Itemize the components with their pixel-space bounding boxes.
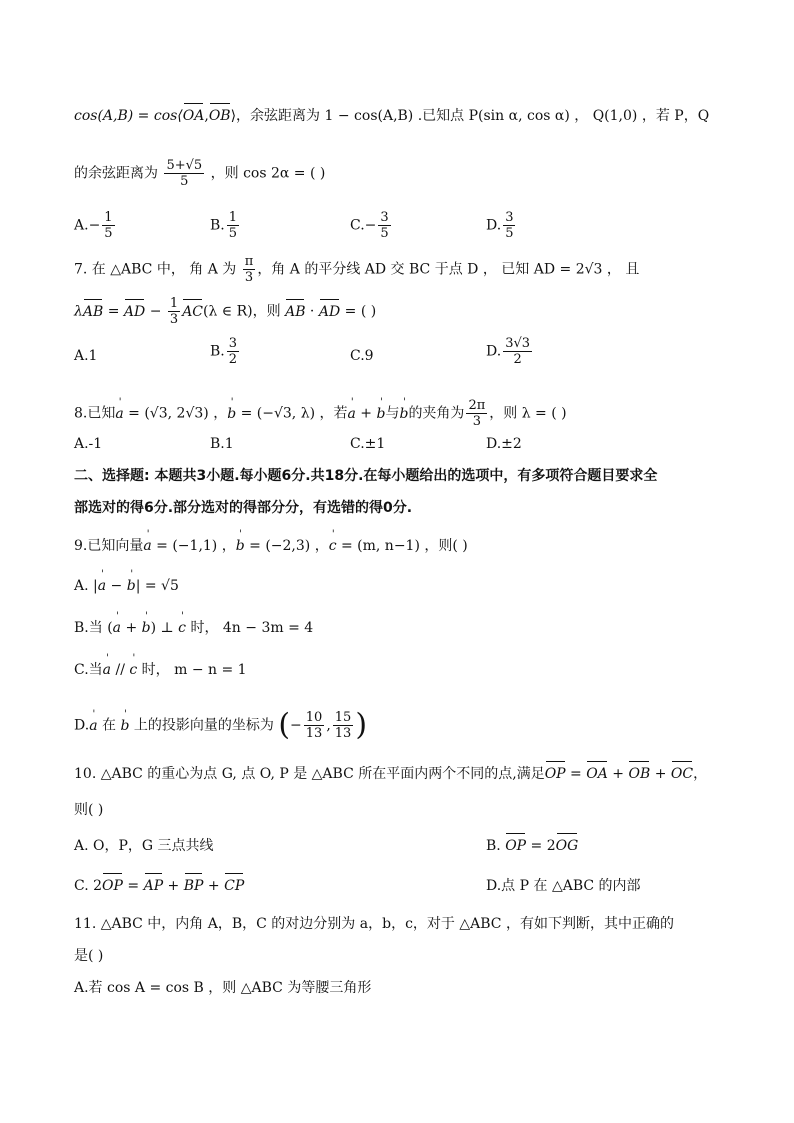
cos-distance-text: ⟩，余弦距离为 1 − cos(A,B) .已知点 P(sin α, cos α) ， Q(1,0) ，若 P，Q	[230, 108, 710, 124]
fraction: $\frac{5+√5}{5}$	[166, 158, 203, 189]
q8-option-d[interactable]: D.±2	[486, 436, 522, 452]
q6-option-c[interactable]: C.− $\frac{3}{5}$	[350, 210, 389, 241]
q10-option-b[interactable]: B. OP = 2OG	[486, 838, 579, 854]
vector-a: ' a	[348, 404, 356, 424]
q10-option-c[interactable]: C. 2OP = AP + BP + CP	[74, 878, 245, 894]
cos-def-text: cos(A,B) = cos⟨	[74, 108, 183, 124]
q9-option-c[interactable]: C.当' a // ' c 时， m − n = 1	[74, 660, 247, 680]
q9-stem: 9.已知向量' a = (−1,1) ，' b = (−2,3) ，' c = (m, n−1) ，则( )	[74, 536, 468, 556]
vector-ad: AD	[123, 303, 146, 320]
q6-stem-line2: 的余弦距离为 $\frac{5+√5}{5}$ ，则 cos 2α = ( )	[74, 158, 326, 189]
q10-option-d[interactable]: D.点 P 在 △ABC 的内部	[486, 878, 641, 894]
q9-option-d[interactable]: D.' a 在 ' b 上的投影向量的坐标为 (− $\frac{10}{13}$ , $\frac{15}{13}$ )	[74, 710, 367, 741]
vector-a: ' a	[115, 404, 123, 424]
q9-option-b[interactable]: B.当 (' a + ' b) ⊥ ' c 时， 4n − 3m = 4	[74, 618, 313, 638]
vector-oa: OA	[182, 108, 205, 124]
vector-ob: OB	[208, 108, 231, 124]
q11-option-a[interactable]: A.若 cos A = cos B ，则 △ABC 为等腰三角形	[74, 980, 372, 996]
q10-stem-line2: 则( )	[74, 802, 104, 818]
q7-option-d[interactable]: D. $\frac{3√3}{2}$	[486, 336, 531, 367]
q11-stem-line1: 11. △ABC 中，内角 A，B，C 的对边分别为 a，b，c，对于 △ABC ，有如下判断，其中正确的	[74, 916, 674, 932]
q7-option-c[interactable]: C.9	[350, 348, 374, 364]
q7-option-b[interactable]: B. $\frac{3}{2}$	[210, 336, 238, 367]
q7-stem-line1: 7. 在 △ABC 中， 角 A 为 $\frac{\pi}{3}$ ，角 A 的平分线 AD 交 BC 于点 D ， 已知 AD = 2√3 ， 且	[74, 254, 640, 285]
q7-option-a[interactable]: A.1	[74, 348, 98, 364]
q11-stem-line2: 是( )	[74, 948, 104, 964]
q8-option-b[interactable]: B.1	[210, 436, 234, 452]
q6-stem-line1: cos(A,B) = cos⟨OA,OB⟩，余弦距离为 1 − cos(A,B) .已知点 P(sin α, cos α) ， Q(1,0) ，若 P，Q	[74, 108, 710, 124]
q10-option-a[interactable]: A. O，P，G 三点共线	[74, 838, 214, 854]
vector-b: ' b	[227, 404, 236, 424]
vector-ab: AB	[82, 303, 104, 320]
vector-ac: AC	[182, 303, 204, 320]
vector-b: ' b	[399, 404, 408, 424]
section-2-heading-line1: 二、选择题: 本题共3小题.每小题6分.共18分.在每小题给出的选项中，有多项符合题目要求全	[74, 468, 658, 484]
vector-b: ' b	[377, 404, 386, 424]
q7-stem-line2: λAB = AD − $\frac{1}{3}$ AC(λ ∈ R)，则 AB · AD = ( )	[74, 296, 377, 327]
q10-stem-line1: 10. △ABC 的重心为点 G, 点 O, P 是 △ABC 所在平面内两个不同的点,满足OP = OA + OB + OC，	[74, 766, 708, 782]
q8-stem: 8.已知' a = (√3, 2√3) ，' b = (−√3, λ) ，若' a + ' b与' b的夹角为 $\frac{2\pi}{3}$ ，则 λ = ( )	[74, 398, 567, 429]
q6-option-d[interactable]: D. $\frac{3}{5}$	[486, 210, 514, 241]
q9-option-a[interactable]: A. |' a − ' b| = √5	[74, 576, 179, 596]
section-2-heading-line2: 部选对的得6分.部分选对的得部分分，有选错的得0分.	[74, 500, 413, 516]
q6-option-a[interactable]: A.− $\frac{1}{5}$	[74, 210, 113, 241]
q8-option-a[interactable]: A.-1	[74, 436, 103, 452]
vector-ab: AB	[285, 303, 306, 320]
q8-option-c[interactable]: C.±1	[350, 436, 386, 452]
vector-ad: AD	[318, 303, 341, 320]
q6-option-b[interactable]: B. $\frac{1}{5}$	[210, 210, 238, 241]
